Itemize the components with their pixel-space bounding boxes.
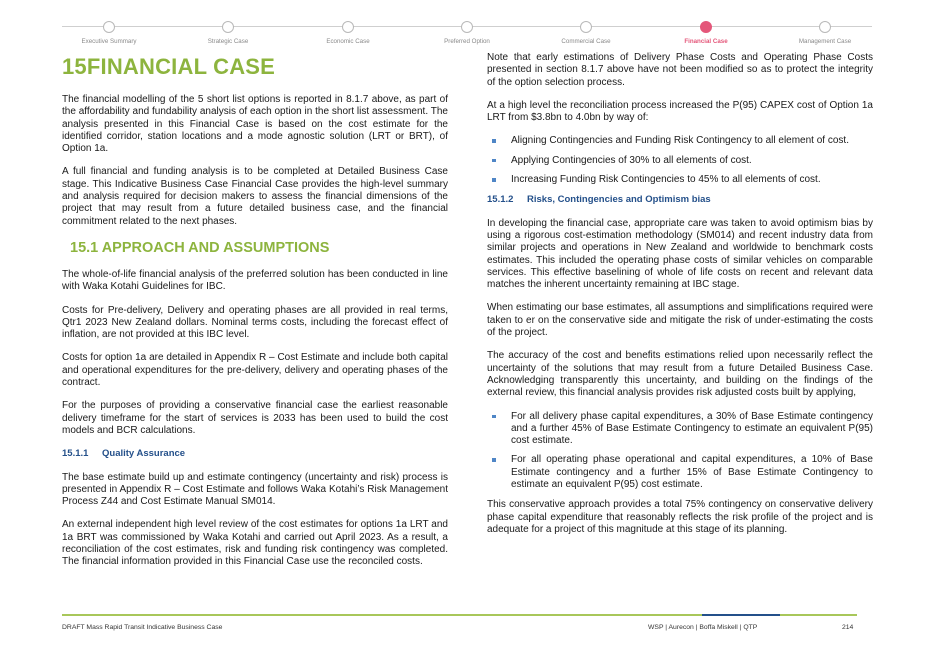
list-item: Applying Contingencies of 30% to all elements of cost. — [487, 155, 873, 167]
bullet-list — [487, 135, 873, 186]
list-item: Increasing Funding Risk Contingencies to 45% to all elements of cost. — [487, 174, 873, 186]
paragraph: A full financial and funding analysis is to be completed at Detailed Business Case stage. This Indicative Business Case Financial Case provides the high-level summary and analysis required for decision makers to assess the financial dimensions of the project that may result from a future detailed business case, and the financial commitment related to the next phases. — [62, 166, 448, 227]
paragraph: The accuracy of the cost and benefits estimations relied upon necessarily reflect the uncertainty of the solutions that may result from a future Detailed Business Case. Acknowledging transparently this uncertainty, and building on the findings of the external review, this financial analysis provides risk adjusted costs built by applying, — [487, 350, 873, 399]
step-dot-active-icon — [700, 21, 712, 33]
paragraph: At a high level the reconciliation process increased the P(95) CAPEX cost of Option 1a LRT from $3.8bn to 4.0bn by way of: — [487, 99, 873, 124]
paragraph: An external independent high level review of the cost estimates for options 1a LRT and 1a BRT was commissioned by Waka Kotahi and carried out April 2023. As a result, a reconciliation of the cost estimates, risk and funding risk contingency was completed. The financial information provided in this Financial Case use the reconciled costs. — [62, 519, 448, 568]
page-number: 214 — [842, 624, 854, 631]
nav-step-label: Economic Case — [326, 38, 370, 45]
step-dot-icon — [103, 21, 115, 33]
subsection-number: 15.1.2 — [487, 194, 514, 206]
paragraph: Costs for option 1a are detailed in Appendix R – Cost Estimate and include both capital and operational expenditures for the pre-delivery, delivery and operating phases of the contract. — [62, 352, 448, 389]
list-item: For all operating phase operational and capital expenditures, a 10% of Base Estimate contingency and a further 15% of Base Estimate Contingency to estimate an equivalent P(95) cost estimate. — [487, 454, 873, 491]
paragraph: This conservative approach provides a total 75% contingency on conservative delivery phase capital expenditure that reasonably reflects the risk profile of the project and is adequate for a project of this magnitude at this stage of its planning. — [487, 499, 873, 535]
nav-step-commercial-case[interactable] — [526, 18, 646, 45]
paragraph: In developing the financial case, appropriate care was taken to avoid optimism bias by using a rigorous cost-estimation methodology (SM014) and recent industry data from similar projects and operations in New Zealand and worldwide to benchmark costs estimates. This included the operating phase costs of similar vehicles on comparable services. This effective baselining of whole of life costs on recent and relevant data matches the inherent uncertainty remaining at IBC stage. — [487, 217, 873, 291]
paragraph: Note that early estimations of Delivery Phase Costs and Operating Phase Costs presented in section 8.1.7 above have not been modified so as to protect the integrity of the option selection process. — [487, 52, 873, 88]
paragraph: When estimating our base estimates, all assumptions and simplifications required were taken to er on the conservative side and mitigate the risk of under-estimating the costs of the project. — [487, 302, 873, 339]
right-column — [487, 52, 873, 547]
nav-step-label: Executive Summary — [81, 38, 137, 45]
nav-step-label: Management Case — [798, 38, 852, 45]
nav-step-label: Commercial Case — [561, 38, 611, 45]
step-dot-icon — [222, 21, 234, 33]
paragraph: The financial modelling of the 5 short list options is reported in 8.1.7 above, as part of the affordability and fundability analysis of each option in the short list assessment. The analysis presented in this Financial Case is based on the cost estimate for the identified corridor, station locations and a mode agnostic solution (LRT or BRT), of Option 1a. — [62, 94, 448, 155]
subsection-title: Quality Assurance — [102, 448, 186, 460]
nav-step-label: Preferred Option — [444, 38, 490, 45]
nav-step-economic-case[interactable] — [288, 18, 408, 45]
footer-authors: WSP | Aurecon | Boffa Miskell | QTP — [648, 624, 758, 631]
subsection-heading — [62, 448, 448, 460]
paragraph: For the purposes of providing a conservative financial case the earliest reasonable delivery timeframe for the start of services is 2033 has been used to build the cost models and BCR calculations. — [62, 400, 448, 436]
subsection-number: 15.1.1 — [62, 448, 89, 460]
paragraph: The whole-of-life financial analysis of the preferred solution has been conducted in line with Waka Kotahi Guidelines for IBC. — [62, 268, 448, 293]
left-column — [62, 52, 448, 580]
step-dot-icon — [819, 21, 831, 33]
nav-step-management-case[interactable] — [765, 18, 885, 45]
step-dot-icon — [461, 21, 473, 33]
list-item: Aligning Contingencies and Funding Risk Contingency to all element of cost. — [487, 135, 873, 147]
page-title: 15FINANCIAL CASE — [62, 54, 276, 79]
subsection-title: Risks, Contingencies and Optimism bias — [527, 194, 711, 206]
paragraph: Costs for Pre-delivery, Delivery and operating phases are all provided in real terms, Qtr1 2023 New Zealand dollars. Nominal terms costs, including the forecast effect of inflation, are not provided at this IBC level. — [62, 304, 448, 341]
nav-step-executive-summary[interactable] — [49, 18, 169, 45]
nav-step-strategic-case[interactable] — [168, 18, 288, 45]
nav-step-financial-case[interactable] — [646, 18, 766, 45]
footer-document-title: DRAFT Mass Rapid Transit Indicative Business Case — [62, 624, 223, 631]
list-item: For all delivery phase capital expenditures, a 30% of Base Estimate contingency and a further 45% of Base Estimate Contingency to estimate an equivalent P(95) cost estimate. — [487, 411, 873, 448]
section-heading: 15.1 APPROACH AND ASSUMPTIONS — [70, 239, 330, 256]
step-dot-icon — [580, 21, 592, 33]
footer-rule-accent — [702, 614, 780, 616]
nav-step-label: Financial Case — [684, 38, 728, 45]
bullet-list — [487, 411, 873, 492]
nav-step-preferred-option[interactable] — [407, 18, 527, 45]
step-dot-icon — [342, 21, 354, 33]
subsection-heading — [487, 194, 873, 206]
paragraph: The base estimate build up and estimate contingency (uncertainty and risk) process is presented in Appendix R – Cost Estimate and follows Waka Kotahi’s Risk Management Process Z44 and Cost Estimate Manual SM014. — [62, 471, 448, 508]
nav-step-label: Strategic Case — [207, 38, 249, 45]
progress-nav — [62, 18, 872, 48]
